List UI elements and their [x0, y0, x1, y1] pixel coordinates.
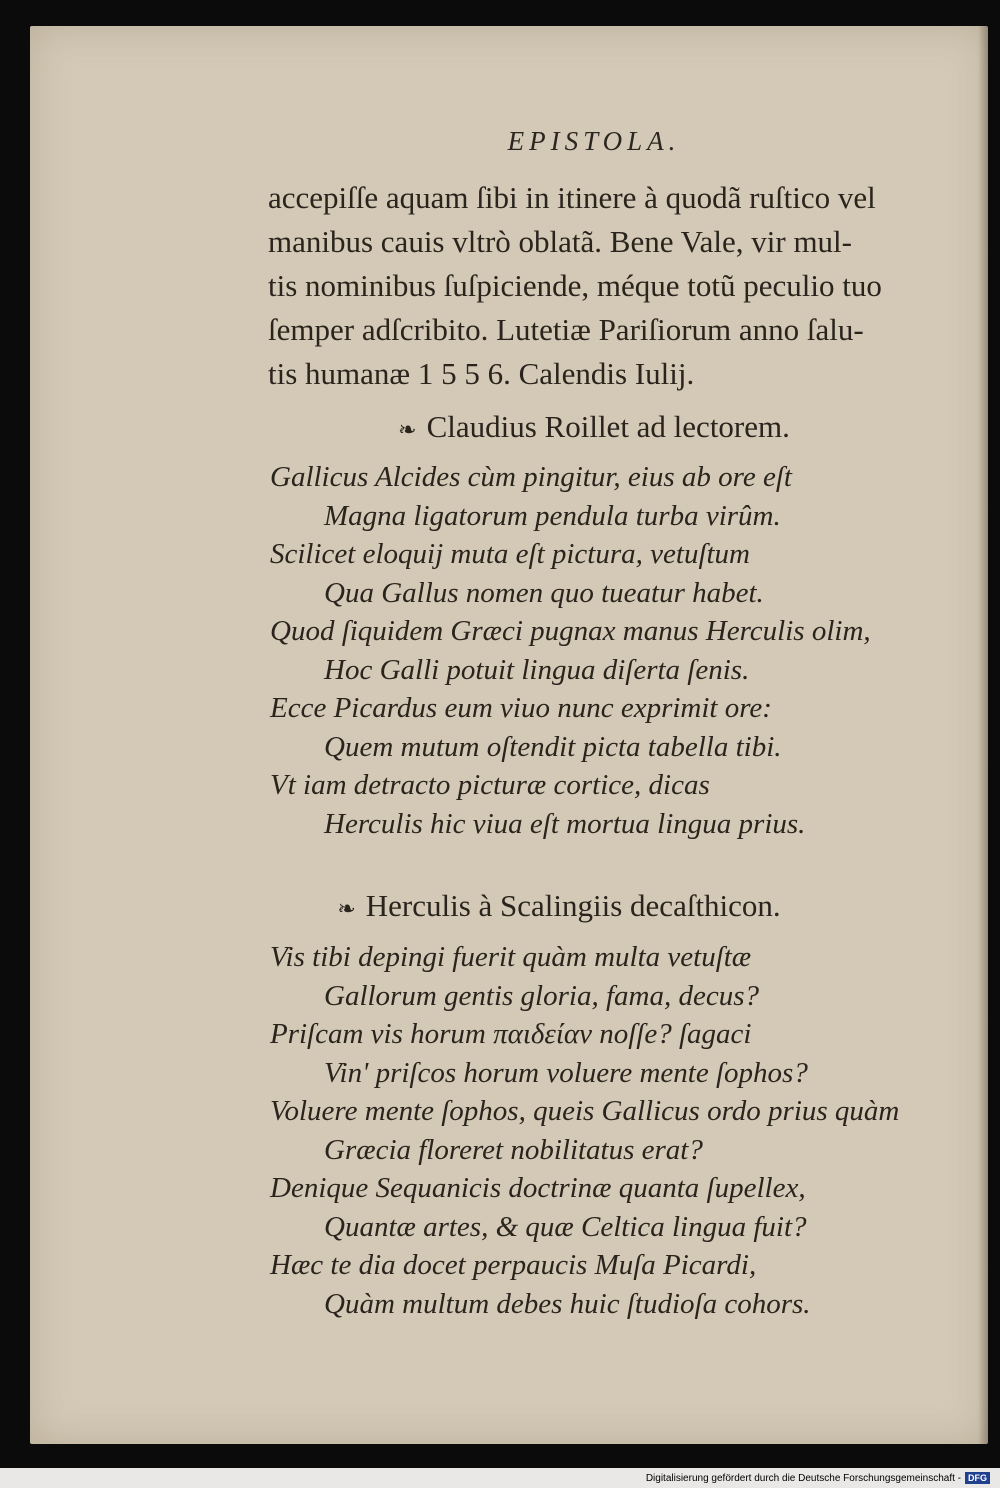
dfg-logo-icon: DFG: [965, 1472, 990, 1484]
verse-line: Denique Sequanicis doctrinæ quanta ſupellex,: [270, 1172, 806, 1204]
verse-line: Herculis hic viua eſt mortua lingua prius.: [324, 807, 806, 840]
verse-line: Priſcam vis horum παιδείαν noſſe? ſagaci: [270, 1018, 752, 1050]
verse-line: Scilicet eloquij muta eſt pictura, vetuſtum: [270, 538, 751, 570]
poem-scalingiis: [270, 938, 970, 1323]
prose-line: accepiſſe aquam ſibi in itinere à quodã ruſtico vel: [268, 180, 876, 215]
prose-line: tis nominibus ſuſpiciende, méque totũ peculio tuo: [268, 268, 882, 303]
verse-line: Voluere mente ſophos, queis Gallicus ordo prius quàm: [270, 1095, 900, 1127]
section-title-text: Herculis à Scalingiis decaſthicon.: [365, 888, 781, 923]
verse-line: Gallicus Alcides cùm pingitur, eius ab ore eſt: [270, 461, 792, 493]
prose-line: tis humanæ 1 5 5 6. Calendis Iulij.: [268, 356, 695, 391]
book-page: [30, 26, 988, 1444]
verse-line: Quàm multum debes huic ſtudioſa cohors.: [324, 1287, 811, 1320]
verse-line: Græcia floreret nobilitatus erat?: [324, 1133, 703, 1166]
section-title-text: Claudius Roillet ad lectorem.: [426, 409, 790, 444]
section-title-scalingiis: [30, 888, 988, 924]
fleuron-icon: ❧: [337, 896, 356, 921]
prose-line: manibus cauis vltrò oblatã. Bene Vale, vir mul-: [268, 224, 852, 259]
verse-line: Hoc Galli potuit lingua diſerta ſenis.: [324, 653, 750, 686]
prose-line: ſemper adſcribito. Lutetiæ Pariſiorum anno ſalu-: [268, 312, 864, 347]
section-title-roillet: [30, 409, 988, 445]
page-edge-shadow: [978, 26, 988, 1444]
verse-line: Quantæ artes, & quæ Celtica lingua fuit?: [324, 1210, 807, 1243]
verse-line: Quem mutum oſtendit picta tabella tibi.: [324, 730, 782, 763]
verse-line: Gallorum gentis gloria, fama, decus?: [324, 979, 759, 1012]
verse-line: Quod ſiquidem Græci pugnax manus Herculis olim,: [270, 615, 871, 647]
verse-line: Ecce Picardus eum viuo nunc exprimit ore:: [270, 692, 772, 724]
verse-line: Qua Gallus nomen quo tueatur habet.: [324, 576, 764, 609]
footer-text: Digitalisierung gefördert durch die Deutsche Forschungsgemeinschaft -: [645, 1472, 961, 1484]
verse-line: Vt iam detracto picturæ cortice, dicas: [270, 769, 710, 801]
running-heading: EPISTOLA.: [507, 126, 681, 156]
prose-paragraph: [268, 176, 968, 396]
verse-line: Vin' priſcos horum voluere mente ſophos?: [324, 1056, 808, 1089]
verse-line: Hæc te dia docet perpaucis Muſa Picardi,: [270, 1249, 757, 1281]
fleuron-icon: ❧: [398, 417, 417, 442]
poem-roillet: [270, 458, 970, 843]
verse-line: Vis tibi depingi fuerit quàm multa vetuſtæ: [270, 941, 752, 973]
footer-credit: [646, 1470, 990, 1486]
verse-line: Magna ligatorum pendula turba virûm.: [324, 499, 781, 532]
